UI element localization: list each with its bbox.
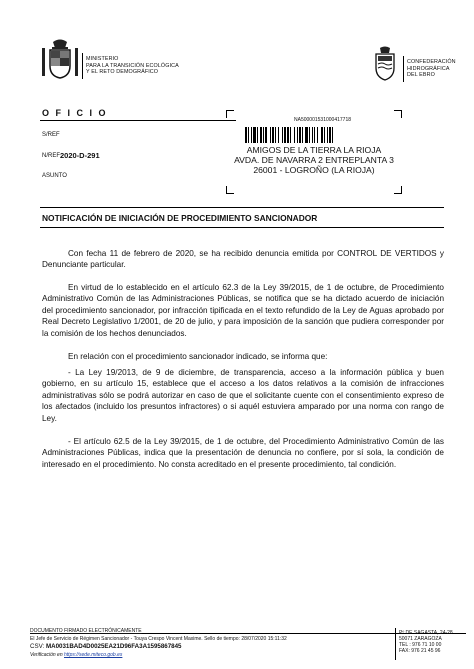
title-rule-top	[40, 207, 444, 208]
asunto-label: ASUNTO	[42, 173, 67, 179]
paragraph: En relación con el procedimiento sancionador indicado, se informa que:	[68, 352, 328, 361]
csv-value: MA0031BAD4D0025EA21D96FA3A1595867845	[45, 643, 182, 650]
recipient-address	[231, 146, 397, 175]
address-line: 50071 ZARAGOZA	[399, 636, 442, 642]
chebro-line: DEL EBRO	[407, 72, 435, 79]
ministry-name	[86, 56, 226, 76]
oficio-title: O F I C I O	[42, 108, 108, 118]
chebro-name	[407, 59, 472, 79]
chebro-line: CONFEDERACIÓN	[407, 59, 456, 65]
csv-label: CSV:	[30, 643, 45, 650]
address-divider	[395, 628, 396, 660]
paragraph: - La Ley 19/2013, de 9 de diciembre, de transparencia, acceso a la información pública y buen gobierno, en su artículo 15, establece que el acceso a los datos relativos a la comisión de infracciones administrativas sólo se podrá autorizar en caso de que el solicitante cuente con el consentimiento expreso de los afectados (incluido los presuntos infractores) o si aquél estuviera amparado por una norma con rango de Ley.	[42, 368, 444, 423]
ministry-divider	[82, 53, 83, 79]
office-address	[399, 630, 473, 654]
ministry-line: Y EL RETO DEMOGRÁFICO	[86, 69, 159, 76]
ministry-line: MINISTERIO	[86, 56, 119, 62]
address-line: FAX: 976 21 45 96	[399, 648, 441, 654]
chebro-logo-icon	[370, 46, 400, 82]
chebro-line: HIDROGRÁFICA	[407, 65, 450, 72]
address-line: Pº DE SAGASTA, 24-28	[399, 630, 453, 636]
barcode-number: NA500001531000417718	[294, 117, 351, 123]
signed-by: El Jefe de Servicio de Régimen Sancionador - Touya Crespo Vincent Maxime. Sello de tiempo: 28/07/2020 15:11:32	[30, 636, 287, 642]
paragraph: Con fecha 11 de febrero de 2020, se ha recibido denuncia emitida por CONTROL DE VERTIDOS y Denunciante particular.	[42, 249, 444, 270]
s-ref-label: S/REF	[42, 132, 60, 138]
oficio-rule	[40, 120, 236, 121]
address-line: TEL : 976 71 10 00	[399, 642, 442, 648]
signed-doc-label: DOCUMENTO FIRMADO ELECTRÓNICAMENTE	[30, 628, 142, 634]
recipient-line: AMIGOS DE LA TIERRA LA RIOJA	[246, 145, 382, 155]
verify-label: Verificación en	[30, 652, 63, 658]
coat-of-arms-icon	[40, 38, 80, 84]
recipient-line: 26001 - LOGROÑO (LA RIOJA)	[253, 164, 375, 175]
csv-line	[30, 643, 181, 651]
paragraph: En virtud de lo establecido en el artículo 62.3 de la Ley 39/2015, de 1 de octubre, de Procedimiento Administrativo Común de las Administraciones Públicas, se notifica que se ha dictado acuerdo de iniciación del procedimiento sancionador, por infracción tipificada en el texto refundido de la Ley de Aguas aprobado por Real Decreto Legislativo 1/2001, de 20 de julio, y para imposición de la sanción que pudiera corresponder por la comisión de los hechos denunciados.	[42, 283, 444, 338]
recipient-line: AVDA. DE NAVARRA 2 ENTREPLANTA 3	[234, 154, 394, 165]
barcode-icon	[245, 127, 385, 143]
n-ref-value: 2020-D-291	[60, 151, 100, 160]
paragraph: - El artículo 62.5 de la Ley 39/2015, de 1 de octubre, del Procedimiento Administrativo Común de las Administraciones Públicas, indica que la presentación de denuncia no confiere, por sí sola, la condición de interesado en el procedimiento. No consta acreditado en el presente procedimiento, tal condición.	[42, 437, 444, 469]
verify-link[interactable]: https://sede.miteco.gob.es	[64, 652, 123, 658]
notice-title: NOTIFICACIÓN DE INICIACIÓN DE PROCEDIMIENTO SANCIONADOR	[42, 213, 318, 223]
verify-line	[30, 652, 122, 658]
ministry-line: PARA LA TRANSICIÓN ECOLÓGICA	[86, 62, 179, 69]
n-ref-label: N/REF	[42, 153, 60, 159]
title-rule-bottom	[40, 227, 444, 228]
chebro-divider	[403, 56, 404, 82]
